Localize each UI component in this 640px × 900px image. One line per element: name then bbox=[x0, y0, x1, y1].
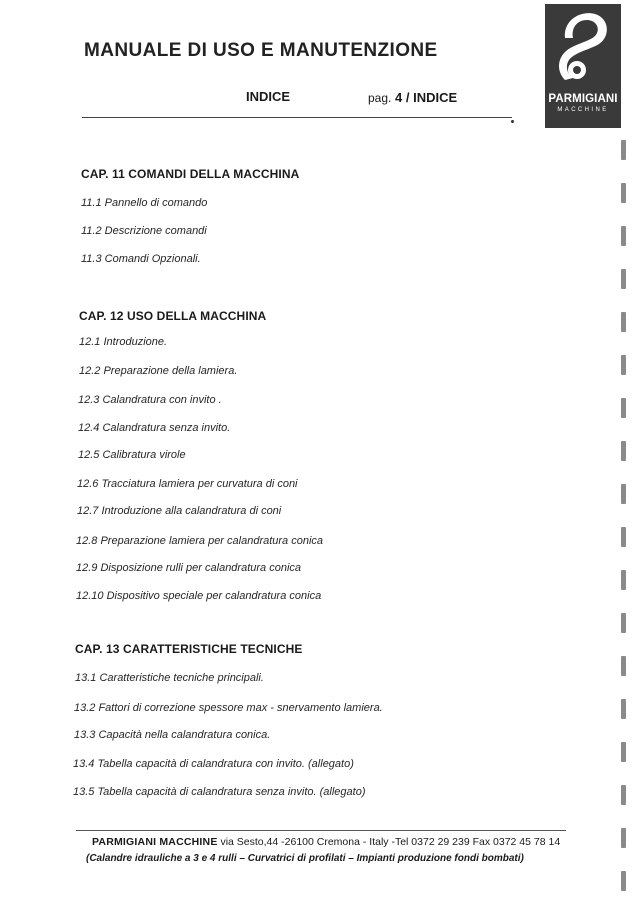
footer-contact bbox=[92, 836, 560, 848]
toc-item: 13.1 Caratteristiche tecniche principali. bbox=[75, 672, 264, 684]
binding-mark bbox=[621, 785, 626, 805]
binding-mark bbox=[621, 570, 626, 590]
binding-mark bbox=[621, 828, 626, 848]
toc-item: 12.7 Introduzione alla calandratura di coni bbox=[77, 505, 282, 517]
binding-mark bbox=[621, 742, 626, 762]
binding-mark bbox=[621, 140, 626, 160]
page-separator: / bbox=[405, 90, 410, 105]
binding-mark bbox=[621, 269, 626, 289]
binding-mark bbox=[621, 355, 626, 375]
page-number: 4 bbox=[394, 90, 403, 105]
logo-name: PARMIGIANI bbox=[548, 93, 618, 105]
chapter-11-title: CAP. 11 COMANDI DELLA MACCHINA bbox=[81, 167, 300, 181]
chapter-12-title: CAP. 12 USO DELLA MACCHINA bbox=[79, 309, 267, 323]
toc-item: 12.4 Calandratura senza invito. bbox=[78, 422, 231, 434]
binding-mark bbox=[621, 183, 626, 203]
company-logo bbox=[545, 4, 621, 128]
toc-item: 12.2 Preparazione della lamiera. bbox=[79, 365, 238, 377]
toc-item: 12.5 Calibratura virole bbox=[78, 449, 186, 461]
header-divider bbox=[82, 117, 512, 118]
footer-divider bbox=[76, 830, 566, 831]
chapter-13-title: CAP. 13 CARATTERISTICHE TECNICHE bbox=[75, 642, 303, 656]
toc-item: 13.2 Fattori di correzione spessore max - snervamento lamiera. bbox=[74, 702, 383, 714]
toc-item: 13.4 Tabella capacità di calandratura con invito. (allegato) bbox=[73, 758, 354, 770]
toc-item: 12.8 Preparazione lamiera per calandratura conica bbox=[76, 535, 324, 547]
logo-subtitle: MACCHINE bbox=[557, 107, 609, 113]
page-reference bbox=[368, 90, 457, 105]
toc-item: 11.2 Descrizione comandi bbox=[81, 225, 207, 237]
binding-mark bbox=[621, 613, 626, 633]
page-section: INDICE bbox=[413, 90, 458, 105]
toc-item: 12.10 Dispositivo speciale per calandratura conica bbox=[76, 590, 322, 602]
page-prefix: pag. bbox=[368, 91, 392, 105]
binding-mark bbox=[621, 699, 626, 719]
section-label: INDICE bbox=[246, 89, 291, 104]
toc-item: 12.6 Tracciatura lamiera per curvatura di coni bbox=[77, 478, 298, 490]
binding-mark bbox=[621, 441, 626, 461]
toc-item: 11.1 Pannello di comando bbox=[81, 197, 208, 209]
toc-item: 12.9 Disposizione rulli per calandratura conica bbox=[76, 562, 302, 574]
binding-mark bbox=[621, 226, 626, 246]
logo-mark-icon bbox=[553, 8, 613, 90]
toc-item: 12.1 Introduzione. bbox=[79, 336, 168, 348]
footer-tagline: (Calandre idrauliche a 3 e 4 rulli – Curvatrici di profilati – Impianti produzione fondi bombati) bbox=[86, 853, 524, 864]
binding-marks bbox=[621, 140, 627, 900]
binding-mark bbox=[621, 312, 626, 332]
footer-address: via Sesto,44 -26100 Cremona - Italy -Tel 0372 29 239 Fax 0372 45 78 14 bbox=[220, 836, 561, 848]
toc-item: 11.3 Comandi Opzionali. bbox=[81, 253, 201, 265]
binding-mark bbox=[621, 484, 626, 504]
toc-item: 13.3 Capacità nella calandratura conica. bbox=[74, 729, 271, 741]
binding-mark bbox=[621, 398, 626, 418]
toc-item: 13.5 Tabella capacità di calandratura senza invito. (allegato) bbox=[73, 786, 366, 798]
document-title: MANUALE DI USO E MANUTENZIONE bbox=[84, 40, 438, 61]
footer-company: PARMIGIANI MACCHINE bbox=[92, 836, 218, 848]
toc-item: 12.3 Calandratura con invito . bbox=[78, 394, 222, 406]
binding-mark bbox=[621, 871, 626, 891]
binding-mark bbox=[621, 656, 626, 676]
header-dot bbox=[511, 120, 514, 123]
binding-mark bbox=[621, 527, 626, 547]
